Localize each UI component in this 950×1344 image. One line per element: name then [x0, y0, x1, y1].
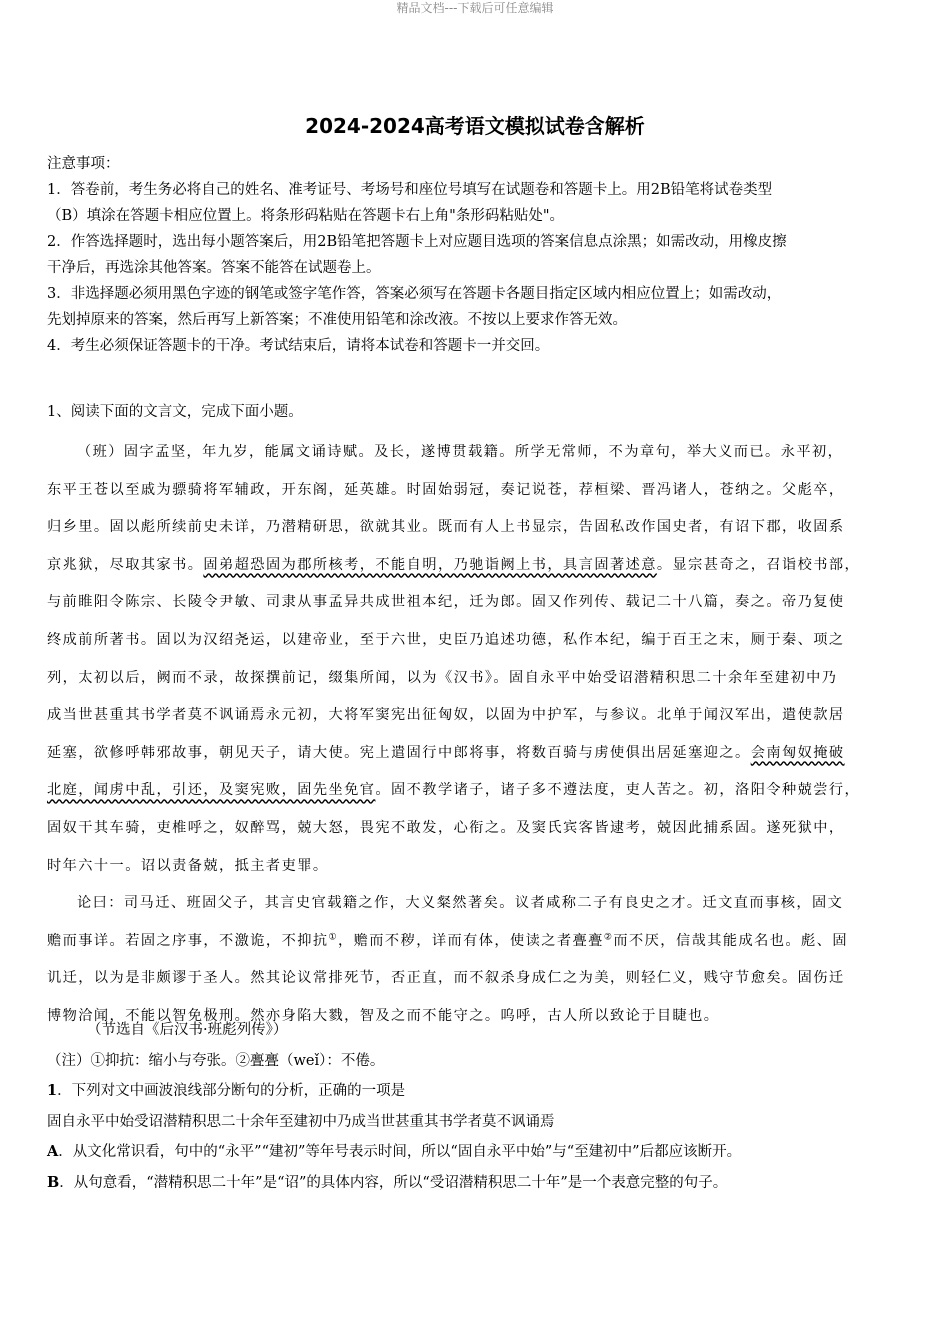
passage-line: 讥迁，以为是非颇谬于圣人。然其论议常排死节，否正直，而不叙杀身成仁之为美，则轻仁义，贱守节愈矣。固伤迁: [47, 970, 845, 987]
annotation: （注）①抑抗：缩小与夸张。②亹亹（weǐ）：不倦。: [47, 1052, 385, 1069]
passage-line: [47, 923, 917, 961]
notes-line: 2．作答选择题时，选出每小题答案后，用2B铅笔把答题卡上对应题目选项的答案信息点涂黑；如需改动，用橡皮擦: [47, 234, 787, 250]
passage-line: 列，太初以后，阙而不录，故探撰前记，缀集所闻，以为《汉书》。固自永平中始受诏潜精积思二十余年至建初中乃: [47, 669, 838, 686]
notes-line: 4．考生必须保证答题卡的干净。考试结束后，请将本试卷和答题卡一并交回。: [47, 338, 550, 354]
document-title: 2024-2024高考语文模拟试卷含解析: [305, 114, 645, 138]
passage-line: 固奴干其车骑，吏椎呼之，奴醉骂，兢大怒，畏宪不敢发，心衔之。及窦氏宾客皆逮考，兢因此捕系固。遂死狱中，: [47, 819, 845, 836]
passage-text: 。固不教学诸子，诸子多不遵法度，吏人苦之。初，洛阳令种兢尝行，: [375, 782, 861, 799]
passage-text: 京兆狱，尽取其家书。: [47, 556, 204, 573]
question-section: [47, 1015, 917, 1198]
question-stem-text: ．下列对文中画波浪线部分断句的分析，正确的一项是: [57, 1083, 406, 1099]
option-text: ．从句意看，“潜精积思二十年”是“诏”的具体内容，所以“受诏潜精积思二十年”是一个表意完整的句子。: [59, 1174, 728, 1191]
passage-line: 博物洽闻，不能以智免极刑。然亦身陷大戮，智及之而不能守之。呜呼，古人所以致论于目睫也。: [47, 1007, 720, 1024]
option-b: [47, 1168, 917, 1199]
passage-text: ，赡而不秽，详而有体，使读之者亹亹: [338, 932, 604, 949]
question-sentence: 固自永平中始受诏潜精积思二十余年至建初中乃成当世甚重其书学者莫不讽诵焉: [47, 1113, 555, 1130]
passage-line: [47, 547, 917, 585]
question-stem: [47, 1076, 917, 1107]
question-number: 1: [47, 1082, 58, 1099]
passage-line: （班）固字孟坚，年九岁，能属文诵诗赋。及长，遂博贯载籍。所学无常师，不为章句，举大义而已。永平初，: [77, 444, 844, 460]
wavy-underlined-text: 北庭，闻虏中乱，引还，及窦宪败，固先坐免官: [47, 782, 376, 799]
page-watermark: 精品文档---下载后可任意编辑: [396, 1, 554, 15]
footnote-marker: ①: [328, 931, 339, 942]
passage-line: 终成前所著书。固以为汉绍尧运，以建帝业，至于六世，史臣乃追述功德，私作本纪，编于百王之末，厕于秦、项之: [47, 631, 845, 648]
passage-line: [47, 735, 917, 773]
notes-line: 3．非选择题必须用黑色字迹的钢笔或签字笔作答，答案必须写在答题卡各题目指定区域内相应位置上；如需改动，: [47, 286, 782, 302]
option-letter: A: [47, 1143, 59, 1160]
passage-line: 与前睢阳令陈宗、长陵令尹敏、司隶从事孟异共成世祖本纪，迁为郎。固又作列传、载记二十八篇，奏之。帝乃复使: [47, 594, 845, 611]
passage-line: [47, 772, 917, 810]
notes-line: 1．答卷前，考生务必将自己的姓名、准考证号、考场号和座位号填写在试题卷和答题卡上。用2B铅笔将试卷类型: [47, 182, 773, 198]
passage-source: （节选自《后汉书·班彪列传》）: [87, 1022, 288, 1038]
passage-text: 。显宗甚奇之，召诣校书部，: [656, 556, 861, 573]
notes-line: 干净后，再选涂其他答案。答案不能答在试题卷上。: [47, 260, 381, 276]
passage-line: 东平王苍以至戚为骠骑将军辅政，开东阁，延英雄。时固始弱冠，奏记说苍，荐桓梁、晋冯诸人，苍纳之。父彪卒，: [47, 481, 845, 498]
question-intro: 1、阅读下面的文言文，完成下面小题。: [47, 404, 303, 420]
option-text: ．从文化常识看，句中的“永平”“建初”等年号表示时间，所以“固自永平中始”与“至建初中”后都应该断开。: [58, 1144, 742, 1160]
wavy-underlined-text: 会南匈奴掩破: [750, 744, 845, 761]
classical-passage: [47, 434, 917, 1036]
passage-line: 成当世甚重其书学者莫不讽诵焉永元初，大将军窦宪出征匈奴，以固为中护军，与参议。北单于闻汉军出，遣使款居: [47, 707, 845, 724]
option-a: [47, 1137, 917, 1168]
exam-notes: [47, 151, 917, 359]
notes-line: 先划掉原来的答案，然后再写上新答案；不准使用铅笔和涂改液。不按以上要求作答无效。: [47, 312, 627, 328]
passage-text: 延塞，欲修呼韩邪故事，朝见天子，请大使。宪上遣固行中郎将事，将数百骑与虏使俱出居延塞迎之。: [47, 744, 751, 761]
notes-heading: 注意事项：: [47, 156, 120, 172]
passage-line: 归乡里。固以彪所续前史未详，乃潜精研思，欲就其业。既而有人上书显宗，告固私改作国史者，有诏下郡，收固系: [47, 519, 845, 536]
wavy-underlined-text: 固弟超恐固为郡所核考，不能自明，乃驰诣阙上书，具言固著述意: [203, 556, 657, 573]
notes-line: （B）填涂在答题卡相应位置上。将条形码粘贴在答题卡右上角"条形码粘贴处"。: [47, 208, 564, 224]
passage-line: 时年六十一。诏以责备兢，抵主者吏罪。: [47, 857, 329, 874]
option-letter: B: [47, 1173, 60, 1191]
passage-text: 而不厌，信哉其能成名也。彪、固: [613, 932, 848, 949]
footnote-marker: ②: [603, 931, 614, 942]
passage-text: 赡而事详。若固之序事，不激诡，不抑抗: [47, 932, 329, 949]
passage-line: 论曰：司马迁、班固父子，其言史官载籍之作，大义粲然著矣。议者咸称二子有良史之才。迁文直而事核，固文: [77, 895, 844, 912]
